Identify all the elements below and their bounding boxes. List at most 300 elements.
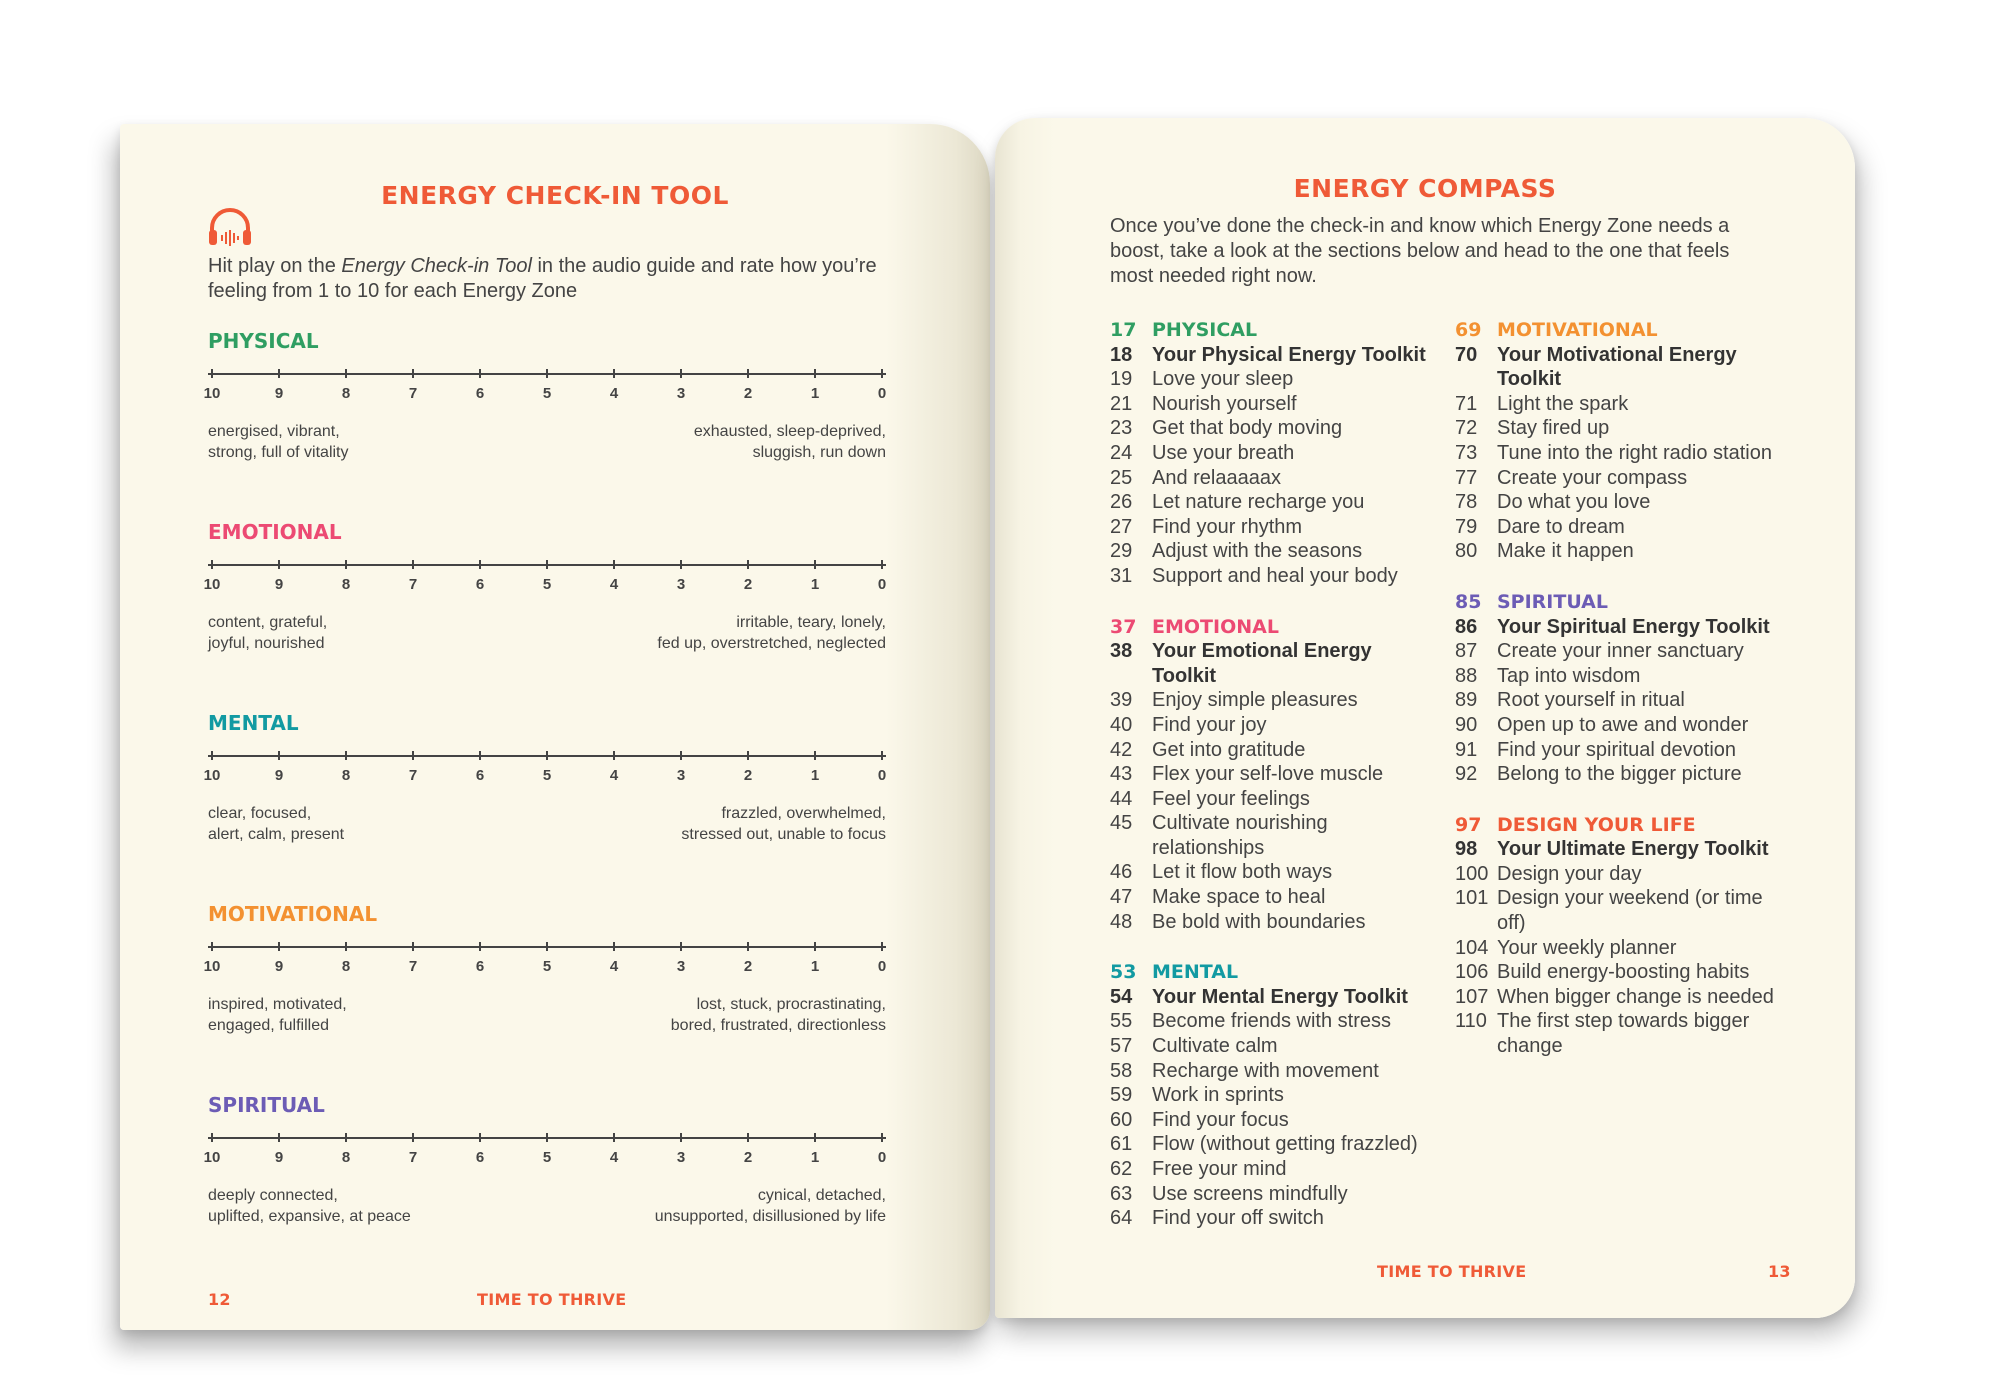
scale-tick-label: 7 [408,767,418,784]
description-line: strong, full of vitality [208,444,349,461]
description-line: uplifted, expansive, at peace [208,1208,411,1225]
toc-entry[interactable] [1455,639,1785,664]
toc-entry[interactable] [1455,960,1785,985]
toc-entry[interactable] [1110,1083,1440,1108]
scale-tick [814,751,816,760]
toc-entry-title: Tap into wisdom [1497,664,1641,687]
toc-page-number: 86 [1455,615,1478,638]
toc-page-number: 57 [1110,1035,1133,1058]
scale-tick [613,560,615,569]
scale-tick [345,560,347,569]
toc-entry[interactable] [1110,441,1440,466]
scale-tick [680,751,682,760]
toc-page-number: 106 [1455,961,1489,984]
scale-tick-label: 10 [203,385,221,402]
scale-tick-label: 10 [203,1149,221,1166]
scale-tick [211,1133,213,1142]
intro-text [208,254,888,304]
low-energy-description [556,1185,886,1227]
scale-tick-label: 1 [810,385,820,402]
scale-tick-label: 7 [408,576,418,593]
page-title: ENERGY CHECK-IN TOOL [381,181,729,210]
toc-entry-title: Dare to dream [1497,515,1625,538]
toc-page-number: 85 [1455,590,1482,613]
description-line: bored, frustrated, directionless [670,1017,886,1034]
scale-tick [881,369,883,378]
toc-section-heading[interactable] [1110,960,1440,985]
toc-entry[interactable] [1455,490,1785,515]
toc-page-number: 39 [1110,689,1133,712]
toc-page-number: 31 [1110,564,1133,587]
toc-entry[interactable] [1110,985,1440,1010]
toc-entry[interactable] [1455,343,1785,392]
toc-entry-title: Work in sprints [1152,1084,1284,1107]
toc-entry-title: Get into gratitude [1152,738,1306,761]
toc-page-number: 46 [1110,861,1133,884]
toc-page-number: 107 [1455,985,1489,1008]
toc-page-number: 43 [1110,763,1133,786]
toc-entry[interactable] [1455,539,1785,564]
scale-tick-label: 7 [408,1149,418,1166]
toc-entry[interactable] [1455,936,1785,961]
zone-title: SPIRITUAL [208,1093,325,1117]
scale-tick-label: 1 [810,1149,820,1166]
toc-entry[interactable] [1455,466,1785,491]
scale-tick [278,1133,280,1142]
toc-entry[interactable] [1110,811,1440,860]
toc-entry-title: Your Ultimate Energy Toolkit [1497,838,1769,861]
toc-entry-title: Let it flow both ways [1152,861,1333,884]
toc-entry[interactable] [1455,985,1785,1010]
scale-tick-label: 9 [274,958,284,975]
toc-column [1455,318,1785,1059]
toc-page-number: 44 [1110,787,1133,810]
footer-title: TIME TO THRIVE [477,1290,627,1309]
toc-section [1110,960,1440,1231]
intro-after: in the audio guide and rate how you’re feeling from 1 to 10 for each Energy Zone [208,255,877,302]
toc-entry[interactable] [1455,392,1785,417]
toc-page-number: 97 [1455,813,1482,836]
toc-section [1110,318,1440,589]
scale-tick-label: 6 [475,958,485,975]
toc-section-heading[interactable] [1455,813,1785,838]
toc-entry-title: Stay fired up [1497,417,1610,440]
toc-entry-title: Love your sleep [1152,368,1294,391]
toc-entry[interactable] [1110,860,1440,885]
toc-page-number: 110 [1455,1010,1487,1033]
toc-entry[interactable] [1110,539,1440,564]
scale-tick-label: 9 [274,385,284,402]
toc-entry[interactable] [1110,762,1440,787]
toc-entry-title: Do what you love [1497,491,1651,514]
scale-tick-label: 6 [475,1149,485,1166]
energy-zone-spiritual [203,1093,887,1278]
description-line: unsupported, disillusioned by life [654,1208,886,1225]
scale-tick [211,560,213,569]
scale-tick [412,369,414,378]
description-line: frazzled, overwhelmed, [721,805,886,822]
high-energy-description [208,612,538,654]
toc-entry-title: Tune into the right radio station [1497,441,1772,464]
toc-entry-title: EMOTIONAL [1152,615,1279,638]
scale-tick [345,751,347,760]
toc-entry-title: Open up to awe and wonder [1497,713,1749,736]
toc-entry-title: When bigger change is needed [1497,985,1774,1008]
scale-tick [211,369,213,378]
scale-tick [479,560,481,569]
scale-tick [680,942,682,951]
scale-tick [613,942,615,951]
scale-tick-label: 10 [203,576,221,593]
toc-entry[interactable] [1110,787,1440,812]
energy-zone-mental [203,711,887,896]
scale-tick [881,751,883,760]
toc-page-number: 104 [1455,936,1489,959]
toc-entry[interactable] [1455,664,1785,689]
description-line: alert, calm, present [208,826,345,843]
scale-tick [211,751,213,760]
scale-tick [680,1133,682,1142]
scale-tick-label: 4 [609,767,619,784]
toc-entry[interactable] [1455,515,1785,540]
scale-tick-label: 8 [341,576,351,593]
toc-entry-title: Design your weekend (or time off) [1497,887,1763,935]
scale-tick-label: 4 [609,958,619,975]
scale-tick [814,369,816,378]
toc-entry[interactable] [1455,416,1785,441]
toc-page-number: 59 [1110,1084,1133,1107]
intro-text: Once you’ve done the check-in and know which Energy Zone needs a boost, take a look at the sections below and head to the one that feels most needed right now. [1110,215,1730,287]
toc-entry[interactable] [1110,1034,1440,1059]
scale-tick [278,942,280,951]
scale-tick [680,369,682,378]
page-number: 12 [208,1290,231,1309]
description-line: fed up, overstretched, neglected [657,635,886,652]
toc-entry-title: Root yourself in ritual [1497,689,1685,712]
scale-tick-label: 0 [877,767,887,784]
scale-tick [278,560,280,569]
toc-entry-title: Get that body moving [1152,417,1343,440]
toc-entry[interactable] [1110,490,1440,515]
scale-tick [479,751,481,760]
toc-page-number: 79 [1455,515,1478,538]
description-line: inspired, motivated, [208,996,347,1013]
toc-page-number: 58 [1110,1059,1133,1082]
toc-entry-title: Find your rhythm [1152,515,1303,538]
description-line: lost, stuck, procrastinating, [696,996,886,1013]
toc-entry[interactable] [1110,392,1440,417]
description-line: content, grateful, [208,614,328,631]
toc-entry-title: Adjust with the seasons [1152,540,1363,563]
toc-entry-title: MOTIVATIONAL [1497,319,1658,341]
scale-tick [881,1133,883,1142]
scale-tick-label: 2 [743,1149,753,1166]
toc-entry-title: Nourish yourself [1152,392,1297,415]
scale-tick-label: 5 [542,385,552,402]
zone-title: MENTAL [208,711,299,735]
toc-page-number: 37 [1110,615,1137,638]
low-energy-description [556,994,886,1036]
high-energy-description [208,803,538,845]
page-title: ENERGY COMPASS [1293,174,1557,203]
scale-tick-label: 2 [743,767,753,784]
toc-section-heading[interactable] [1110,318,1440,343]
toc-page-number: 89 [1455,689,1478,712]
scale-tick-label: 3 [676,1149,686,1166]
toc-page-number: 23 [1110,417,1133,440]
scale-tick-label: 2 [743,958,753,975]
toc-page-number: 70 [1455,343,1478,366]
toc-page-number: 101 [1455,887,1489,910]
low-energy-description [556,803,886,845]
toc-entry-title: Let nature recharge you [1152,491,1365,514]
toc-entry-title: PHYSICAL [1152,319,1258,341]
toc-entry-title: Your Mental Energy Toolkit [1152,985,1408,1008]
toc-entry-title: Use your breath [1152,441,1295,464]
toc-entry[interactable] [1455,886,1785,935]
toc-page-number: 71 [1455,392,1478,415]
toc-entry-title: And relaaaaax [1152,466,1281,489]
scale-tick-label: 10 [203,767,221,784]
toc-entry[interactable] [1110,688,1440,713]
toc-entry[interactable] [1455,738,1785,763]
scale-tick-label: 6 [475,385,485,402]
high-energy-description [208,421,538,463]
scale-tick-label: 8 [341,767,351,784]
description-line: engaged, fulfilled [208,1017,329,1034]
scale-tick [479,1133,481,1142]
toc-entry[interactable] [1110,466,1440,491]
toc-entry-title: Find your joy [1152,713,1267,736]
toc-page-number: 55 [1110,1010,1133,1033]
toc-entry[interactable] [1455,862,1785,887]
toc-entry-title: Belong to the bigger picture [1497,763,1742,786]
toc-entry-title: The first step towards bigger change [1497,1010,1750,1058]
page-number: 13 [1768,1262,1791,1281]
toc-page-number: 98 [1455,838,1478,861]
scale-tick [479,942,481,951]
scale-tick-label: 5 [542,576,552,593]
scale-tick [881,560,883,569]
toc-section [1110,615,1440,935]
scale-tick-label: 8 [341,385,351,402]
toc-entry[interactable] [1110,1132,1440,1157]
scale-tick-label: 0 [877,576,887,593]
description-line: sluggish, run down [752,444,886,461]
toc-page-number: 87 [1455,640,1478,663]
low-energy-description [556,612,886,654]
scale-tick [814,942,816,951]
left-page [120,124,990,1330]
toc-entry[interactable] [1455,441,1785,466]
toc-entry-title: MENTAL [1152,961,1239,984]
toc-page-number: 27 [1110,515,1133,538]
toc-entry-title: Find your spiritual devotion [1497,738,1737,761]
toc-page-number: 29 [1110,540,1133,563]
toc-entry-title: Make it happen [1497,540,1634,563]
scale-tick [546,369,548,378]
toc-entry-title: Cultivate calm [1152,1035,1278,1058]
toc-entry[interactable] [1110,564,1440,589]
scale-tick [613,1133,615,1142]
scale-tick-label: 4 [609,576,619,593]
toc-entry[interactable] [1455,713,1785,738]
intro-before: Hit play on the [208,255,342,277]
zone-title: EMOTIONAL [208,520,342,544]
high-energy-description [208,994,538,1036]
scale-tick-label: 5 [542,1149,552,1166]
toc-page-number: 100 [1455,862,1489,885]
toc-entry-title: Enjoy simple pleasures [1152,689,1358,712]
toc-page-number: 73 [1455,441,1478,464]
scale-tick [211,942,213,951]
toc-entry[interactable] [1455,688,1785,713]
toc-page-number: 54 [1110,985,1133,1008]
toc-entry[interactable] [1455,1009,1785,1058]
scale-tick [412,751,414,760]
energy-zone-emotional [203,520,887,705]
zone-title: PHYSICAL [208,329,319,353]
toc-entry[interactable] [1110,1206,1440,1231]
toc-section-heading[interactable] [1455,590,1785,615]
toc-entry-title: DESIGN YOUR LIFE [1497,813,1696,836]
toc-entry-title: Find your focus [1152,1108,1289,1131]
scale-tick [613,751,615,760]
toc-page-number: 77 [1455,466,1478,489]
toc-entry-title: Support and heal your body [1152,564,1398,587]
toc-page-number: 60 [1110,1108,1133,1131]
scale-tick-label: 9 [274,1149,284,1166]
toc-entry-title: Your Spiritual Energy Toolkit [1497,615,1770,638]
scale-tick [747,369,749,378]
scale-tick [278,369,280,378]
toc-page-number: 53 [1110,961,1137,984]
toc-entry[interactable] [1110,738,1440,763]
description-line: cynical, detached, [757,1187,886,1204]
toc-entry-title: SPIRITUAL [1497,590,1608,613]
toc-entry[interactable] [1110,367,1440,392]
toc-entry-title: Light the spark [1497,392,1629,415]
toc-section [1455,318,1785,564]
toc-page-number: 64 [1110,1207,1133,1230]
scale-tick-label: 7 [408,385,418,402]
scale-tick [479,369,481,378]
toc-entry-title: Cultivate nourishing relationships [1152,812,1328,859]
right-page [995,118,1855,1318]
toc-entry-title: Your Motivational Energy Toolkit [1497,343,1737,391]
scale-tick-label: 10 [203,958,221,975]
scale-tick [412,1133,414,1142]
toc-entry-title: Make space to heal [1152,886,1326,909]
intro-italic: Energy Check-in Tool [341,255,532,277]
toc-entry-title: Flow (without getting frazzled) [1152,1133,1418,1156]
toc-entry[interactable] [1110,910,1440,935]
toc-entry[interactable] [1110,885,1440,910]
toc-entry-title: Build energy-boosting habits [1497,961,1750,984]
scale-tick-label: 2 [743,385,753,402]
toc-entry[interactable] [1110,515,1440,540]
toc-page-number: 91 [1455,738,1478,761]
scale-tick-label: 1 [810,576,820,593]
toc-entry-title: Create your inner sanctuary [1497,640,1744,663]
toc-entry-title: Become friends with stress [1152,1010,1391,1033]
toc-page-number: 62 [1110,1158,1133,1180]
toc-page-number: 88 [1455,664,1478,687]
scale-tick-label: 6 [475,767,485,784]
toc-page-number: 69 [1455,319,1482,341]
toc-section-heading[interactable] [1455,318,1785,343]
scale-tick [546,942,548,951]
toc-entry[interactable] [1110,343,1440,368]
scale-tick [546,751,548,760]
toc-entry-title: Find your off switch [1152,1207,1324,1230]
footer-title: TIME TO THRIVE [1377,1262,1527,1281]
description-line: joyful, nourished [208,635,325,652]
description-line: stressed out, unable to focus [681,826,886,843]
toc-page-number: 78 [1455,491,1478,514]
scale-tick-label: 3 [676,576,686,593]
scale-tick [747,1133,749,1142]
toc-entry-title: Flex your self-love muscle [1152,763,1384,786]
scale-tick [881,942,883,951]
toc-entry[interactable] [1110,639,1440,688]
toc-page-number: 21 [1110,392,1133,415]
toc-entry[interactable] [1110,1182,1440,1207]
scale-tick-label: 9 [274,767,284,784]
scale-tick [412,942,414,951]
scale-tick-label: 1 [810,958,820,975]
description-line: energised, vibrant, [208,423,340,440]
scale-tick [345,942,347,951]
scale-tick-label: 0 [877,958,887,975]
toc-entry-title: Your weekly planner [1497,936,1677,959]
scale-tick [345,1133,347,1142]
toc-entry[interactable] [1110,1108,1440,1133]
toc-entry[interactable] [1110,713,1440,738]
description-line: clear, focused, [208,805,312,822]
scale-tick [747,751,749,760]
scale-tick [613,369,615,378]
toc-entry[interactable] [1455,615,1785,640]
toc-page-number: 61 [1110,1133,1133,1156]
scale-tick [345,369,347,378]
scale-tick-label: 0 [877,1149,887,1166]
toc-section-heading[interactable] [1110,615,1440,640]
toc-entry-title: Be bold with boundaries [1152,910,1366,933]
scale-tick [680,560,682,569]
toc-entry-title: Recharge with movement [1152,1059,1379,1082]
description-line: exhausted, sleep-deprived, [693,423,886,440]
energy-zone-motivational [203,902,887,1087]
toc-entry[interactable] [1110,1009,1440,1034]
toc-entry[interactable] [1110,416,1440,441]
scale-tick-label: 5 [542,958,552,975]
toc-entry[interactable] [1455,837,1785,862]
scale-tick [814,560,816,569]
toc-page-number: 90 [1455,713,1478,736]
toc-entry[interactable] [1455,762,1785,787]
scale-tick-label: 4 [609,1149,619,1166]
scale-tick-label: 3 [676,767,686,784]
toc-entry-title: Feel your feelings [1152,787,1310,810]
toc-page-number: 26 [1110,491,1133,514]
toc-section [1455,813,1785,1059]
toc-entry[interactable] [1110,1059,1440,1084]
scale-tick-label: 3 [676,958,686,975]
description-line: irritable, teary, lonely, [736,614,886,631]
toc-entry[interactable] [1110,1157,1440,1182]
scale-tick-label: 4 [609,385,619,402]
